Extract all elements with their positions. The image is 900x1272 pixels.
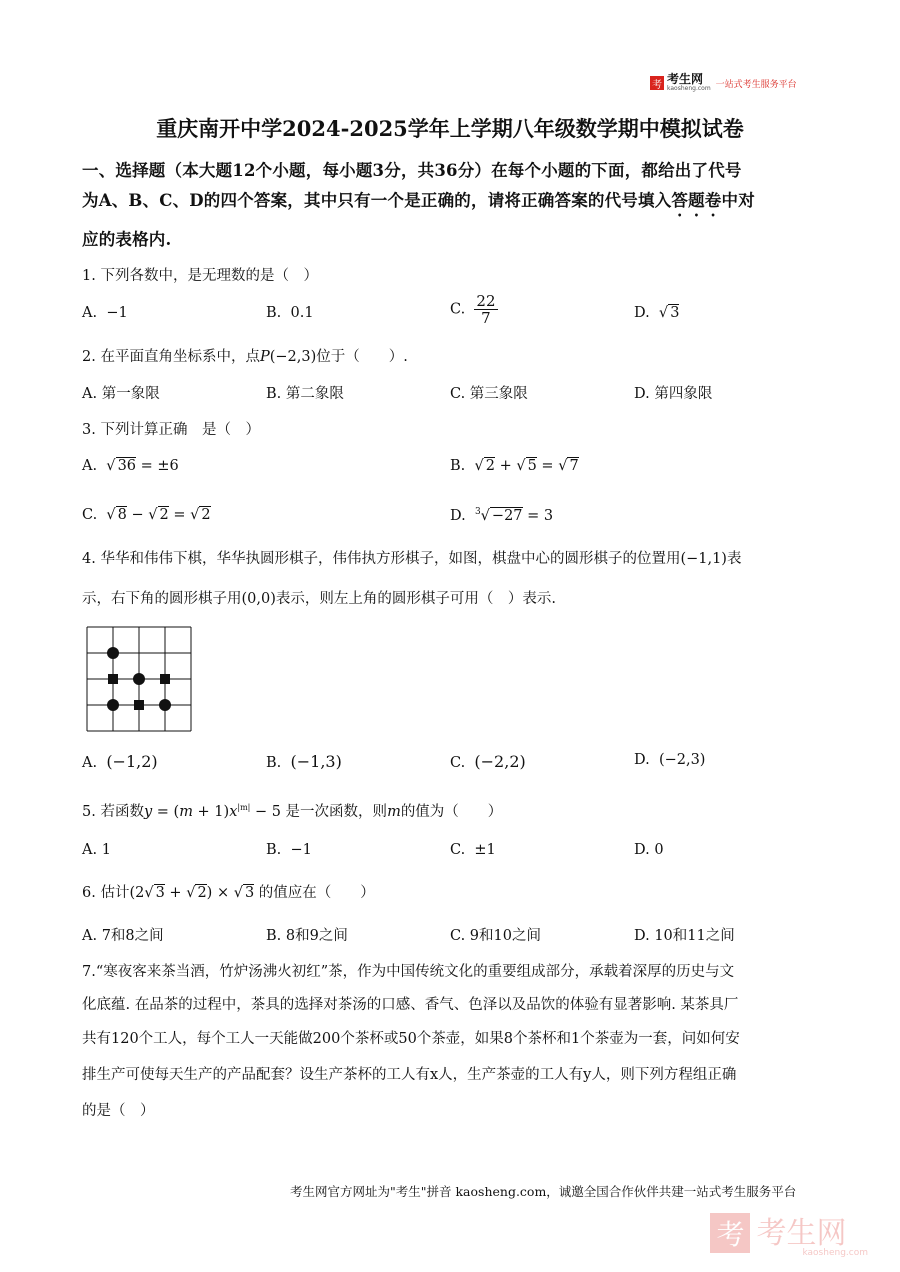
watermark-icon: 考 xyxy=(710,1213,750,1253)
option-label: C. xyxy=(82,507,98,523)
operator: − xyxy=(126,507,149,523)
variable: m xyxy=(387,804,401,820)
q2-option-b[interactable]: B. 第二象限 xyxy=(266,386,344,402)
q3-option-a[interactable]: A. √ 36 = ±6 xyxy=(82,458,179,474)
q3-option-d[interactable]: D. $^3$√ −27 = 3 xyxy=(450,507,554,524)
variable: y xyxy=(143,804,153,820)
question-6-stem: 6. 估计(2√ 3 + √ 2) × √ 3 的值应在（ ） xyxy=(82,885,375,901)
q1-option-d[interactable]: D. √ 3 xyxy=(634,305,680,321)
stem-text: + xyxy=(164,885,187,901)
option-value: −1 xyxy=(290,842,312,858)
stem-text: ) × xyxy=(206,885,234,901)
emphasized-text: 答题卷 xyxy=(671,191,722,210)
q6-option-c[interactable]: C. 9和10之间 xyxy=(450,928,541,944)
radicand: 8 xyxy=(117,507,127,523)
question-3-stem: 3. 下列计算正确 是（ ） xyxy=(82,422,260,438)
q4-option-a[interactable] xyxy=(82,752,158,771)
watermark xyxy=(710,1208,868,1258)
page-title: 重庆南开中学2024-2025学年上学期八年级数学期中模拟试卷 xyxy=(156,116,744,141)
question-7-line4: 排生产可使每天生产的产品配套？设生产茶杯的工人有x人，生产茶壶的工人有y人，则下列方程组正确 xyxy=(82,1067,737,1083)
square-piece xyxy=(134,700,144,710)
option-value: (−1,2) xyxy=(106,752,158,771)
operator: + xyxy=(494,458,517,474)
logo-icon: 考 xyxy=(650,76,664,90)
question-2-stem xyxy=(82,345,408,366)
square-piece xyxy=(160,674,170,684)
option-value: (−2,2) xyxy=(474,752,526,771)
q5-option-b[interactable] xyxy=(266,842,312,858)
question-7-line1: 7.“寒夜客来茶当酒，竹炉汤沸火初红”茶，作为中国传统文化的重要组成部分，承载着深厚的历史与文 xyxy=(82,964,735,980)
option-label: A. xyxy=(82,305,98,321)
option-label: D. xyxy=(450,507,466,524)
option-label: B. xyxy=(266,842,282,858)
stem-text: − 5 是一次函数，则 xyxy=(250,804,388,820)
denominator: 7 xyxy=(481,309,491,327)
option-label: B. xyxy=(450,458,466,474)
watermark-text: 考生网 xyxy=(756,1216,847,1251)
q1-option-a[interactable] xyxy=(82,305,128,321)
stem-text: 5. 若函数 xyxy=(82,804,144,820)
section-instruction-line3: 应的表格内. xyxy=(82,230,172,249)
question-7-line2: 化底蕴. 在品茶的过程中，茶具的选择对茶汤的口感、香气、色泽以及品饮的体验有显著影响. 某茶具厂 xyxy=(82,997,739,1013)
stem-text: 2. 在平面直角坐标系中，点 xyxy=(82,349,260,365)
q4-option-b[interactable] xyxy=(266,752,342,771)
radicand: 3 xyxy=(244,885,255,901)
question-4-line1: 4. 华华和伟伟下棋，华华执圆形棋子，伟伟执方形棋子，如图，棋盘中心的圆形棋子的位置用(−1,1)表 xyxy=(82,551,742,567)
logo-name: 考生网 xyxy=(667,72,704,86)
exponent: |m| xyxy=(237,803,251,813)
option-label: B. xyxy=(266,305,282,321)
question-7-line5: 的是（ ） xyxy=(82,1103,155,1119)
q4-option-c[interactable] xyxy=(450,752,526,771)
operator: = xyxy=(168,507,191,523)
q5-option-d[interactable]: D. 0 xyxy=(634,842,664,858)
q6-option-b[interactable]: B. 8和9之间 xyxy=(266,928,348,944)
radicand: 36 xyxy=(117,458,137,474)
operator: = xyxy=(536,458,559,474)
option-value: (−2,3) xyxy=(658,752,706,768)
radicand: 3 xyxy=(155,885,165,901)
watermark-domain: kaosheng.com xyxy=(802,1248,868,1258)
option-label: B. xyxy=(266,755,282,771)
radicand: 2 xyxy=(197,885,207,901)
q5-option-c[interactable] xyxy=(450,842,496,858)
q6-option-d[interactable]: D. 10和11之间 xyxy=(634,928,735,944)
section-text: 中对 xyxy=(721,191,755,210)
section-instruction-line2 xyxy=(82,187,822,220)
variable: m xyxy=(179,804,193,820)
radicand: 2 xyxy=(201,507,211,523)
q5-option-a[interactable]: A. 1 xyxy=(82,842,111,858)
stem-text: + 1) xyxy=(192,804,230,820)
root-index: 3 xyxy=(474,507,481,517)
option-value: = 3 xyxy=(522,507,554,524)
q2-option-a[interactable]: A. 第一象限 xyxy=(82,386,160,402)
option-label: C. xyxy=(450,755,466,771)
option-label: C. xyxy=(450,301,466,318)
q1-option-b[interactable] xyxy=(266,305,314,321)
round-piece xyxy=(107,647,119,659)
section-text: 为A、B、C、D的四个答案，其中只有一个是正确的，请将正确答案的代号填入 xyxy=(82,191,672,210)
stem-text: 的值应在（ ） xyxy=(254,885,375,901)
q2-option-d[interactable]: D. 第四象限 xyxy=(634,386,713,402)
option-value: 0.1 xyxy=(290,305,314,321)
question-5-stem xyxy=(82,800,502,821)
q1-option-c[interactable] xyxy=(450,293,498,326)
section-instruction-line1: 一、选择题（本大题12个小题，每小题3分，共36分）在每个小题的下面，都给出了代号 xyxy=(82,161,742,180)
question-4-line2: 示，右下角的圆形棋子用(0,0)表示，则左上角的圆形棋子可用（ ）表示. xyxy=(82,591,556,607)
round-piece xyxy=(107,699,119,711)
round-piece xyxy=(133,673,145,685)
stem-text: 的值为（ ） xyxy=(400,804,503,820)
option-value: = ±6 xyxy=(136,458,179,474)
q6-option-a[interactable]: A. 7和8之间 xyxy=(82,928,164,944)
page-footer: 考生网官方网址为"考生"拼音 kaosheng.com，诚邀全国合作伙伴共建一站式考生服务平台 xyxy=(290,1184,797,1199)
square-piece xyxy=(108,674,118,684)
variable: x xyxy=(229,804,238,820)
radicand: 2 xyxy=(159,507,169,523)
logo-domain: kaosheng.com xyxy=(667,85,711,92)
stem-text: = ( xyxy=(152,804,180,820)
q3-option-b[interactable]: B. √ 2 + √ 5 = √ 7 xyxy=(450,458,579,474)
fraction xyxy=(474,293,497,326)
option-label: A. xyxy=(82,458,98,474)
chess-board xyxy=(86,626,194,732)
radicand: 2 xyxy=(485,458,495,474)
radicand: 3 xyxy=(670,305,680,321)
stem-text: (−2,3)位于（ ）. xyxy=(269,349,408,365)
option-value: −1 xyxy=(106,305,128,321)
q4-option-d[interactable] xyxy=(634,752,705,768)
numerator: 22 xyxy=(476,292,496,310)
q2-option-c[interactable]: C. 第三象限 xyxy=(450,386,528,402)
logo-slogan: 一站式考生服务平台 xyxy=(715,79,797,90)
point-name: P xyxy=(259,349,270,365)
radicand: 7 xyxy=(569,458,579,474)
option-label: D. xyxy=(634,305,650,321)
q3-option-c[interactable]: C. √ 8 − √ 2 = √ 2 xyxy=(82,507,211,523)
option-label: D. xyxy=(634,752,650,768)
site-logo[interactable] xyxy=(650,74,797,92)
radicand: −27 xyxy=(491,507,523,524)
radicand: 5 xyxy=(527,458,537,474)
option-label: A. xyxy=(82,755,98,771)
option-label: C. xyxy=(450,842,466,858)
question-1-stem: 1. 下列各数中，是无理数的是（ ） xyxy=(82,268,318,284)
question-7-line3: 共有120个工人，每个工人一天能做200个茶杯或50个茶壶，如果8个茶杯和1个茶壶为一套，问如何安 xyxy=(82,1031,740,1047)
stem-text: 6. 估计(2 xyxy=(82,885,145,901)
option-value: ±1 xyxy=(474,842,496,858)
option-value: (−1,3) xyxy=(290,752,342,771)
round-piece xyxy=(159,699,171,711)
